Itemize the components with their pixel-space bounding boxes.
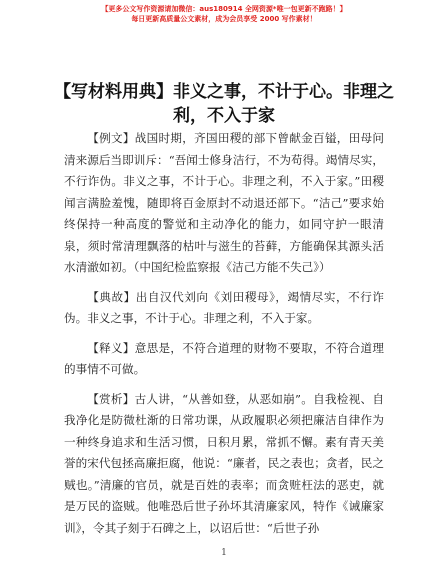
paragraph-meaning [64,338,384,381]
paragraph-source [64,287,384,330]
text-source: 出自汉代刘向《刘田稷母》，竭情尽实，不行诈伪。非义之事，不计于心。非理之利，不入于家。 [64,289,384,325]
paragraph-appreciation [64,389,384,540]
page-title: 【写材料用典】非义之事，不计于心。非理之利，不入于家 [54,82,394,126]
promo-header [0,4,448,24]
tag-example: 【例文】 [87,131,135,145]
article-body [64,128,384,547]
text-meaning: 意思是，不符合道理的财物不要取，不符合道理的事情不可做。 [64,340,384,376]
tag-source: 【典故】 [87,289,136,304]
text-appreciation: 古人讲，“从善如登，从恶如崩”。自我检视、自我净化是防微杜渐的日常功课，从政履职必须把廉洁自律作为一种终身追求和生活习惯，日积月累，常抓不懈。素有青天美誉的宋代包拯高廉拒腐，他说：“廉者，民之表也；贪者，民之贼也。”清廉的官员，就是百姓的表率；而贪赃枉法的恶吏，就是万民的盗贼。他唯恐后世子孙坏其清廉家风，特作《诫廉家训》，令其子刻于石碑之上，以诏后世：“后世子孙 [64,391,384,535]
page-number: 1 [221,548,227,558]
paragraph-example [64,128,384,279]
promo-line-2: 每日更新高质量公文素材，成为会员享受 2000 写作素材！ [131,15,317,23]
text-example: 战国时期，齐国田稷的部下曾献金百镒，田母问清来源后当即训斥：“吾闻士修身洁行，不为苟得。竭情尽实，不行诈伪。非义之事，不计于心。非理之利，不入于家。”田稷闻言满脸羞愧，随即将百金原封不动退还部下。“洁己”要求始终保持一种高度的警觉和主动净化的能力，如同守护一眼清泉，须时常清理飘落的枯叶与滋生的苔藓，方能确保其源头活水清澈如初。（中国纪检监察报《洁己方能不失己》） [64,131,384,274]
promo-line-1: 【更多公文写作资源请加微信：aus180914 全网资源*唯一包更新不跑路！】 [101,5,347,13]
tag-meaning: 【释义】 [87,340,135,355]
tag-appreciation: 【赏析】 [87,391,135,406]
